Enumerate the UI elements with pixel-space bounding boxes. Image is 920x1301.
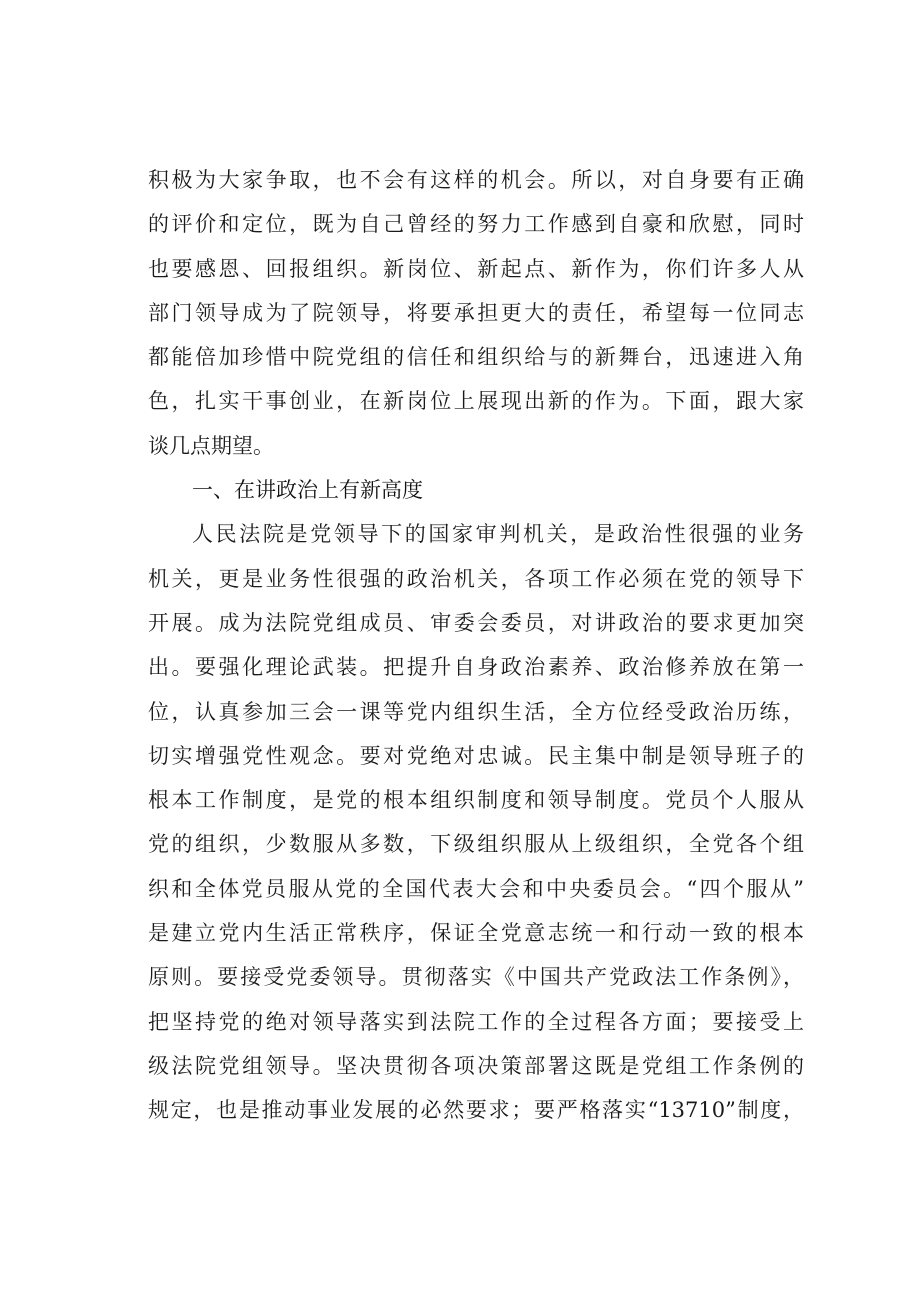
text-line: 位，认真参加三会一课等党内组织生活，全方位经受政治历练， bbox=[148, 699, 804, 724]
text-line: 都能倍加珍惜中院党组的信任和组织给与的新舞台，迅速进入角 bbox=[148, 345, 804, 370]
text-line: 级法院党组领导。坚决贯彻各项决策部署这既是党组工作条例的 bbox=[148, 1053, 804, 1078]
document-body bbox=[148, 158, 804, 1133]
text-line: 的评价和定位，既为自己曾经的努力工作感到自豪和欣慰，同时 bbox=[148, 212, 804, 237]
text-line: 人民法院是党领导下的国家审判机关，是政治性很强的业务 bbox=[192, 522, 804, 547]
text-line: 把坚持党的绝对领导落实到法院工作的全过程各方面；要接受上 bbox=[148, 1009, 804, 1034]
text-line: 原则。要接受党委领导。贯彻落实《中国共产党政法工作条例》， bbox=[148, 965, 804, 990]
text-line: 党的组织，少数服从多数，下级组织服从上级组织，全党各个组 bbox=[148, 832, 804, 857]
text-line: 开展。成为法院党组成员、审委会委员，对讲政治的要求更加突 bbox=[148, 610, 804, 635]
text-line: 织和全体党员服从党的全国代表大会和中央委员会。“四个服从” bbox=[148, 876, 804, 901]
text-line: 出。要强化理论武装。把提升自身政治素养、政治修养放在第一 bbox=[148, 655, 804, 680]
paragraph-continuation bbox=[148, 158, 804, 468]
text-line: 切实增强党性观念。要对党绝对忠诚。民主集中制是领导班子的 bbox=[148, 743, 804, 768]
text-line: 是建立党内生活正常秩序，保证全党意志统一和行动一致的根本 bbox=[148, 921, 804, 946]
text-line: 也要感恩、回报组织。新岗位、新起点、新作为，你们许多人从 bbox=[148, 256, 804, 281]
text-line: 积极为大家争取，也不会有这样的机会。所以，对自身要有正确 bbox=[148, 168, 804, 192]
text-line: 根本工作制度，是党的根本组织制度和领导制度。党员个人服从 bbox=[148, 788, 804, 813]
text-line: 部门领导成为了院领导，将要承担更大的责任，希望每一位同志 bbox=[148, 300, 804, 325]
paragraph-politics bbox=[148, 512, 804, 1132]
text-line: 规定，也是推动事业发展的必然要求；要严格落实“13710”制度， bbox=[148, 1098, 804, 1123]
section-heading: 一、在讲政治上有新高度 bbox=[192, 478, 423, 503]
text-line: 机关，更是业务性很强的政治机关，各项工作必须在党的领导下 bbox=[148, 566, 804, 591]
text-line: 色，扎实干事创业，在新岗位上展现出新的作为。下面，跟大家 bbox=[148, 389, 804, 414]
text-line: 谈几点期望。 bbox=[148, 433, 274, 458]
